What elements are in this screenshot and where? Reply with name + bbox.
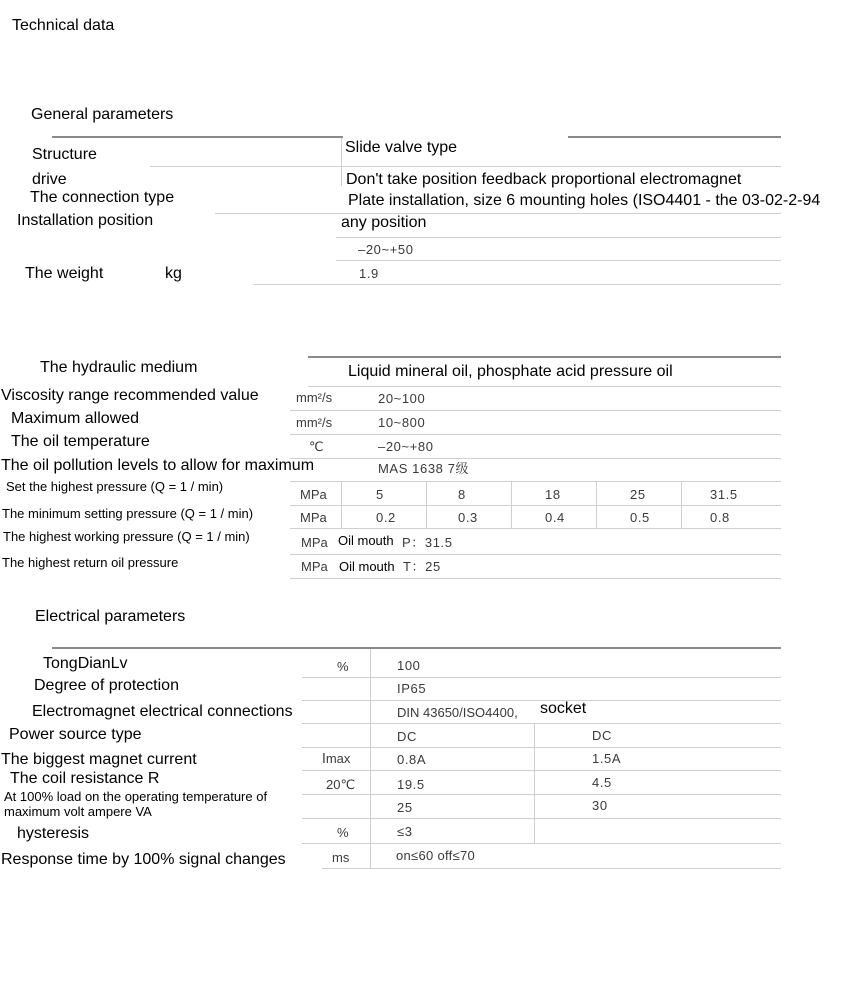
max-allowed-value: 10~800 — [378, 415, 426, 430]
duty-label: TongDianLv — [43, 655, 128, 672]
electrical-row-rule — [302, 677, 781, 678]
oil-temp-label: The oil temperature — [11, 433, 150, 450]
ambient-temp-value: –20~+50 — [358, 242, 414, 257]
drive-value: Don't take position feedback proportional electromagnet — [346, 171, 742, 188]
hydraulic-row-rule — [290, 434, 781, 435]
general-row-rule — [336, 237, 781, 238]
installation-label: Installation position — [17, 212, 154, 229]
response-time-value: on≤60 off≤70 — [396, 848, 476, 863]
min-setting-value: 0.8 — [710, 510, 730, 525]
general-top-rule-left — [52, 136, 343, 138]
coil-resistance-label: The coil resistance R — [10, 770, 160, 787]
el-connection-label: Electromagnet electrical connections — [32, 703, 293, 720]
coil-resistance-value: 4.5 — [592, 775, 612, 790]
volt-ampere-value: 25 — [397, 800, 413, 815]
min-setting-value: 0.4 — [545, 510, 565, 525]
general-divider — [341, 138, 342, 186]
volt-ampere-label-line2: maximum volt ampere VA — [4, 804, 152, 819]
pollution-label: The oil pollution levels to allow for maximum — [1, 457, 315, 474]
highest-setting-unit: MPa — [300, 487, 327, 502]
electrical-row-rule — [302, 723, 781, 724]
hydraulic-top-rule — [308, 356, 781, 358]
hydraulic-row-rule — [290, 481, 781, 482]
electrical-row-rule — [302, 794, 781, 795]
electrical-row-rule — [302, 843, 781, 844]
power-source-value: DC — [397, 729, 417, 744]
min-setting-value: 0.2 — [376, 510, 396, 525]
electrical-top-rule — [52, 647, 781, 649]
connection-type-label: The connection type — [30, 189, 175, 206]
hydraulic-row-rule — [290, 505, 781, 506]
magnet-current-label: The biggest magnet current — [1, 751, 197, 768]
response-time-label: Response time by 100% signal changes — [1, 851, 286, 868]
el-connection-value: DIN 43650/ISO4400, — [397, 705, 518, 720]
volt-ampere-value: 30 — [592, 798, 608, 813]
weight-label: The weight — [25, 265, 104, 282]
drive-label: drive — [32, 171, 67, 188]
hydraulic-row-rule — [308, 386, 781, 387]
general-row-rule — [215, 213, 781, 214]
electrical-col-divider — [534, 723, 535, 843]
highest-setting-value: 31.5 — [710, 487, 738, 502]
general-row-rule — [253, 284, 781, 285]
general-row-rule — [336, 260, 781, 261]
working-pressure-label: The highest working pressure (Q = 1 / min) — [3, 529, 250, 544]
working-pressure-unit: MPa — [301, 535, 328, 550]
return-pressure-prefix: Oil mouth — [339, 559, 395, 574]
duty-unit: % — [337, 659, 349, 674]
electrical-heading: Electrical parameters — [35, 608, 186, 625]
oil-temp-value: –20~+80 — [378, 439, 434, 454]
viscosity-value: 20~100 — [378, 391, 426, 406]
structure-value: Slide valve type — [345, 139, 458, 156]
hysteresis-unit: % — [337, 825, 349, 840]
highest-setting-value: 5 — [376, 487, 384, 502]
duty-value: 100 — [397, 658, 421, 673]
protection-label: Degree of protection — [34, 677, 179, 694]
connection-type-value: Plate installation, size 6 mounting holes (ISO4401 - the 03-02-2-94 — [348, 192, 821, 209]
working-pressure-prefix: Oil mouth — [338, 533, 394, 548]
magnet-current-value: 1.5A — [592, 751, 622, 766]
oil-temp-unit: ℃ — [309, 439, 324, 454]
pressure-col-divider — [341, 481, 342, 528]
hydraulic-row-rule — [290, 458, 781, 459]
hysteresis-value: ≤3 — [397, 824, 413, 839]
working-pressure-value: P：31.5 — [402, 535, 453, 550]
max-allowed-label: Maximum allowed — [11, 410, 140, 427]
weight-unit: kg — [165, 265, 182, 282]
installation-value: any position — [341, 214, 427, 231]
general-top-rule-right — [568, 136, 781, 138]
medium-label: The hydraulic medium — [40, 359, 198, 376]
hydraulic-row-rule — [290, 554, 781, 555]
highest-setting-value: 18 — [545, 487, 561, 502]
electrical-row-rule — [322, 868, 781, 869]
return-pressure-label: The highest return oil pressure — [2, 555, 179, 570]
general-heading: General parameters — [31, 106, 174, 123]
protection-value: IP65 — [397, 681, 427, 696]
hydraulic-row-rule — [290, 578, 781, 579]
viscosity-label: Viscosity range recommended value — [1, 387, 259, 404]
electrical-col-divider — [370, 649, 371, 868]
magnet-current-value: 0.8A — [397, 752, 427, 767]
hysteresis-label: hysteresis — [17, 825, 90, 842]
el-connection-suffix: socket — [540, 700, 587, 717]
hydraulic-row-rule — [290, 528, 781, 529]
coil-resistance-value: 19.5 — [397, 777, 425, 792]
medium-value: Liquid mineral oil, phosphate acid pressure oil — [348, 363, 673, 380]
volt-ampere-label-line1: At 100% load on the operating temperature of — [4, 789, 268, 804]
pressure-col-divider — [681, 481, 682, 528]
electrical-row-rule — [302, 770, 781, 771]
highest-setting-value: 25 — [630, 487, 646, 502]
general-row-rule — [150, 166, 781, 167]
structure-label: Structure — [32, 146, 97, 163]
return-pressure-unit: MPa — [301, 559, 328, 574]
viscosity-unit: mm²/s — [296, 390, 333, 405]
pressure-col-divider — [596, 481, 597, 528]
min-setting-unit: MPa — [300, 510, 327, 525]
max-allowed-unit: mm²/s — [296, 415, 333, 430]
highest-setting-value: 8 — [458, 487, 466, 502]
min-setting-value: 0.5 — [630, 510, 650, 525]
highest-setting-label: Set the highest pressure (Q = 1 / min) — [6, 479, 224, 494]
pressure-col-divider — [426, 481, 427, 528]
power-source-value: DC — [592, 728, 612, 743]
magnet-current-unit: Ⅰmax — [322, 751, 351, 766]
power-source-label: Power source type — [9, 726, 142, 743]
pollution-value: MAS 1638 7级 — [378, 461, 470, 476]
electrical-row-rule — [302, 818, 781, 819]
pressure-col-divider — [511, 481, 512, 528]
electrical-row-rule — [302, 747, 781, 748]
response-time-unit: ms — [332, 850, 350, 865]
coil-resistance-unit: 20℃ — [326, 777, 356, 792]
min-setting-label: The minimum setting pressure (Q = 1 / min) — [2, 506, 254, 521]
min-setting-value: 0.3 — [458, 510, 478, 525]
hydraulic-row-rule — [290, 410, 781, 411]
page-title: Technical data — [12, 17, 115, 34]
weight-value: 1.9 — [359, 266, 379, 281]
return-pressure-value: T：25 — [403, 559, 441, 574]
